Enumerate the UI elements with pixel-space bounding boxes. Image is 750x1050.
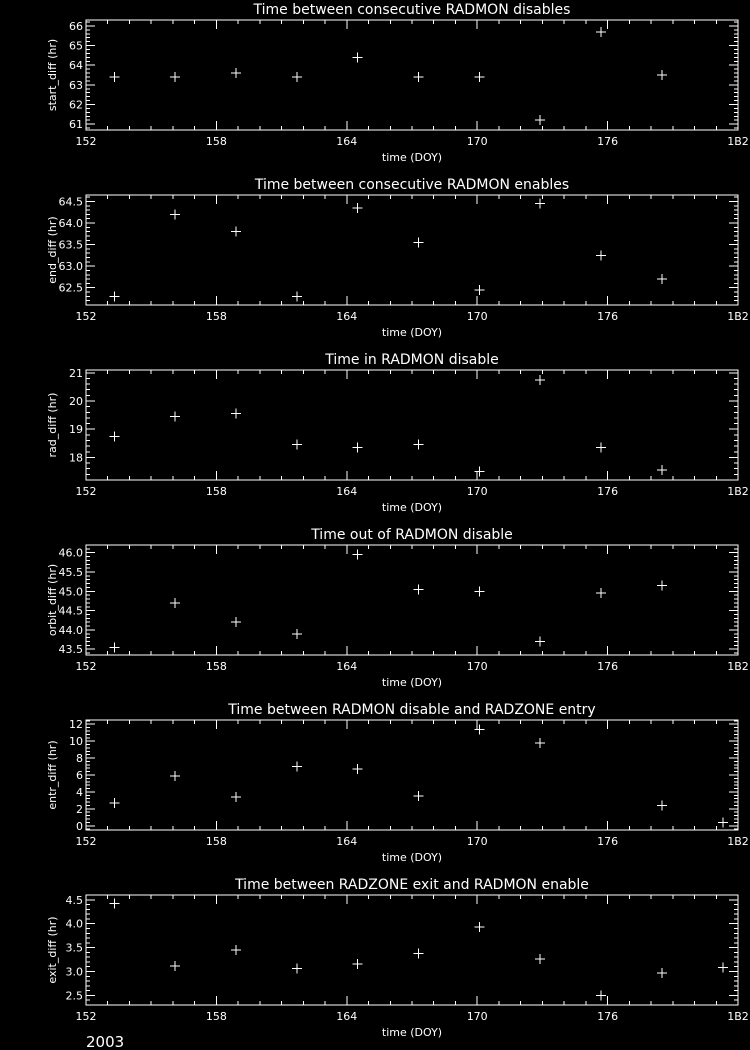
y-tick-label: 43.5 — [58, 643, 83, 657]
x-tick-label: 158 — [205, 660, 227, 673]
x-tick-label: 152 — [75, 835, 97, 848]
x-tick-label: 1B2 — [727, 310, 749, 323]
y-tick-label: 44.5 — [58, 604, 83, 618]
y-axis-label: orbit_diff (hr) — [46, 563, 59, 637]
plot-frame — [86, 20, 738, 130]
data-point — [657, 70, 667, 80]
x-axis-label: time (DOY) — [381, 851, 443, 864]
data-point — [292, 629, 302, 639]
chart-panel-4 — [46, 527, 749, 689]
data-point — [535, 636, 545, 646]
x-tick-label: 152 — [75, 485, 97, 498]
data-point — [596, 588, 606, 598]
data-point — [474, 586, 484, 596]
x-tick-label: 164 — [336, 660, 358, 673]
data-point — [474, 724, 484, 734]
y-tick-label: 64 — [69, 59, 83, 73]
data-point — [109, 431, 119, 441]
y-tick-label: 63.5 — [58, 238, 83, 252]
data-point — [535, 375, 545, 385]
data-point — [474, 285, 484, 295]
chart-title: Time between RADMON disable and RADZONE entry — [228, 702, 596, 718]
x-tick-label: 158 — [205, 485, 227, 498]
y-tick-label: 45.0 — [58, 585, 83, 599]
data-point — [474, 922, 484, 932]
data-point — [657, 968, 667, 978]
data-point — [170, 209, 180, 219]
x-tick-label: 176 — [597, 835, 619, 848]
x-axis-label: time (DOY) — [381, 501, 443, 514]
x-tick-label: 152 — [75, 310, 97, 323]
data-point — [718, 963, 728, 973]
data-point — [414, 72, 424, 82]
x-axis-label: time (DOY) — [381, 1026, 443, 1039]
chart-panel-3 — [46, 352, 749, 514]
data-point — [596, 250, 606, 260]
data-point — [535, 954, 545, 964]
x-tick-label: 164 — [336, 1010, 358, 1023]
plot-frame — [86, 545, 738, 655]
chart-title: Time out of RADMON disable — [311, 527, 513, 543]
data-point — [414, 948, 424, 958]
data-point — [170, 72, 180, 82]
data-point — [231, 227, 241, 237]
y-tick-label: 4 — [76, 785, 83, 799]
data-point — [109, 72, 119, 82]
y-tick-label: 65 — [69, 39, 83, 53]
x-tick-label: 170 — [466, 310, 488, 323]
y-tick-label: 63 — [69, 78, 83, 92]
x-tick-label: 152 — [75, 660, 97, 673]
y-tick-label: 4.0 — [65, 917, 83, 931]
chart-title: Time in RADMON disable — [325, 352, 499, 368]
y-axis-label: entr_diff (hr) — [46, 740, 59, 810]
x-tick-label: 158 — [205, 835, 227, 848]
data-point — [353, 52, 363, 62]
data-point — [353, 203, 363, 213]
data-point — [109, 291, 119, 301]
x-tick-label: 1B2 — [727, 135, 749, 148]
data-point — [292, 291, 302, 301]
y-axis-label: exit_diff (hr) — [46, 916, 59, 984]
x-tick-label: 158 — [205, 310, 227, 323]
data-point — [170, 771, 180, 781]
x-tick-label: 176 — [597, 135, 619, 148]
data-point — [292, 964, 302, 974]
chart-title: Time between RADZONE exit and RADMON enable — [235, 877, 589, 893]
plot-frame — [86, 195, 738, 305]
y-tick-label: 46.0 — [58, 546, 83, 560]
data-point — [535, 199, 545, 209]
y-tick-label: 10 — [69, 735, 83, 749]
chart-title: Time between consecutive RADMON disables — [253, 2, 571, 18]
x-tick-label: 1B2 — [727, 835, 749, 848]
x-tick-label: 1B2 — [727, 660, 749, 673]
y-axis-label: start_diff (hr) — [46, 38, 59, 112]
y-tick-label: 2.5 — [65, 989, 83, 1003]
chart-title: Time between consecutive RADMON enables — [254, 177, 570, 193]
data-point — [718, 817, 728, 827]
x-tick-label: 152 — [75, 135, 97, 148]
data-point — [292, 72, 302, 82]
year-label: 2003 — [86, 1033, 125, 1050]
data-point — [231, 68, 241, 78]
data-point — [657, 274, 667, 284]
x-axis-label: time (DOY) — [381, 151, 443, 164]
x-tick-label: 164 — [336, 835, 358, 848]
y-tick-label: 18 — [69, 451, 83, 465]
data-point — [109, 798, 119, 808]
data-point — [414, 237, 424, 247]
y-tick-label: 64.0 — [58, 217, 83, 231]
x-tick-label: 176 — [597, 485, 619, 498]
data-point — [353, 764, 363, 774]
y-tick-label: 45.5 — [58, 566, 83, 580]
data-point — [170, 598, 180, 608]
x-tick-label: 176 — [597, 660, 619, 673]
chart-panel-6 — [46, 877, 749, 1039]
data-point — [109, 642, 119, 652]
data-point — [170, 412, 180, 422]
data-point — [596, 27, 606, 37]
data-point — [657, 800, 667, 810]
x-tick-label: 170 — [466, 1010, 488, 1023]
y-axis-label: rad_diff (hr) — [46, 392, 59, 458]
y-tick-label: 2 — [76, 802, 83, 816]
data-point — [474, 467, 484, 477]
x-axis-label: time (DOY) — [381, 676, 443, 689]
data-point — [292, 762, 302, 772]
data-point — [353, 550, 363, 560]
data-point — [231, 792, 241, 802]
data-point — [535, 115, 545, 125]
data-point — [474, 72, 484, 82]
x-tick-label: 158 — [205, 1010, 227, 1023]
y-tick-label: 12 — [69, 718, 83, 732]
x-tick-label: 164 — [336, 135, 358, 148]
y-tick-label: 6 — [76, 769, 83, 782]
chart-panel-5 — [46, 702, 749, 864]
data-point — [231, 617, 241, 627]
y-tick-label: 66 — [69, 19, 83, 33]
data-point — [109, 899, 119, 909]
x-tick-label: 170 — [466, 660, 488, 673]
data-point — [657, 465, 667, 475]
data-point — [353, 443, 363, 453]
data-point — [596, 990, 606, 1000]
chart-panel-1 — [46, 2, 749, 164]
data-point — [414, 584, 424, 594]
y-tick-label: 62.5 — [58, 281, 83, 295]
y-tick-label: 0 — [76, 819, 83, 833]
y-tick-label: 61 — [69, 118, 83, 132]
y-tick-label: 3.0 — [65, 965, 83, 979]
data-point — [535, 738, 545, 748]
data-point — [231, 945, 241, 955]
data-point — [414, 440, 424, 450]
x-tick-label: 176 — [597, 1010, 619, 1023]
data-point — [353, 959, 363, 969]
y-axis-label: end_diff (hr) — [46, 216, 59, 284]
data-point — [414, 791, 424, 801]
x-tick-label: 158 — [205, 135, 227, 148]
y-tick-label: 21 — [69, 366, 83, 380]
x-tick-label: 170 — [466, 485, 488, 498]
y-tick-label: 8 — [76, 752, 83, 766]
x-tick-label: 1B2 — [727, 485, 749, 498]
y-tick-label: 3.5 — [65, 941, 83, 955]
y-tick-label: 44.0 — [58, 623, 83, 637]
x-axis-label: time (DOY) — [381, 326, 443, 339]
plot-frame — [86, 720, 738, 830]
y-tick-label: 4.5 — [65, 893, 83, 907]
x-tick-label: 1B2 — [727, 1010, 749, 1023]
x-tick-label: 152 — [75, 1010, 97, 1023]
plot-frame — [86, 370, 738, 480]
y-tick-label: 19 — [69, 423, 83, 437]
y-tick-label: 62 — [69, 98, 83, 112]
x-tick-label: 164 — [336, 485, 358, 498]
data-point — [231, 409, 241, 419]
y-tick-label: 20 — [69, 395, 83, 409]
data-point — [292, 440, 302, 450]
y-tick-label: 63.0 — [58, 260, 83, 274]
data-point — [596, 443, 606, 453]
y-tick-label: 64.5 — [58, 195, 83, 209]
x-tick-label: 170 — [466, 835, 488, 848]
data-point — [170, 961, 180, 971]
data-point — [657, 581, 667, 591]
plot-frame — [86, 895, 738, 1005]
x-tick-label: 176 — [597, 310, 619, 323]
x-tick-label: 164 — [336, 310, 358, 323]
x-tick-label: 170 — [466, 135, 488, 148]
chart-panel-2 — [46, 177, 749, 339]
